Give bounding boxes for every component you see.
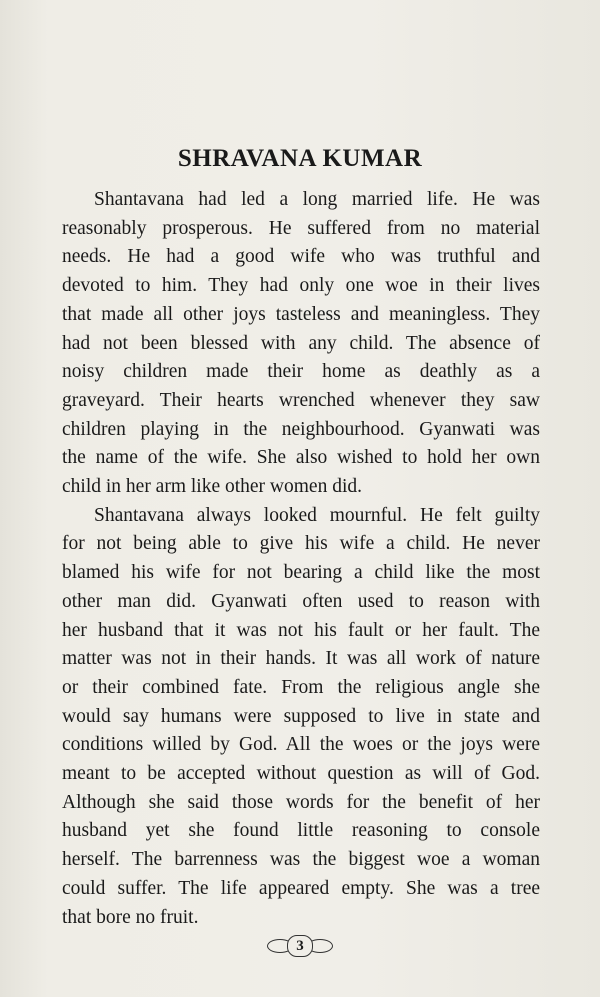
text-line: child in her arm like other women did.: [62, 476, 363, 498]
text-line: that made all other joys tasteless and meaningless. They: [62, 303, 540, 325]
text-line: devoted to him. They had only one woe in their lives: [62, 275, 540, 297]
text-line: husband yet she found little reasoning to console: [62, 820, 540, 842]
text-line: other man did. Gyanwati often used to reason with: [62, 590, 540, 612]
paragraph-2: [62, 502, 540, 933]
text-line: matter was not in their hands. It was all work of nature: [62, 648, 540, 670]
text-line: noisy children made their home as deathly as a: [62, 361, 540, 383]
paragraph-1: [62, 186, 540, 502]
text-line: would say humans were supposed to live in state and: [62, 705, 540, 727]
chapter-title: SHRAVANA KUMAR: [177, 145, 423, 172]
text-line: conditions willed by God. All the woes or the joys were: [62, 734, 540, 756]
text-line: meant to be accepted without question as will of God.: [62, 763, 540, 785]
text-line: herself. The barrenness was the biggest woe a woman: [62, 849, 540, 871]
text-line: reasonably prosperous. He suffered from no material: [62, 217, 540, 239]
page-number: 3: [287, 935, 313, 957]
page-number-ornament: [252, 935, 348, 957]
text-line: blamed his wife for not bearing a child like the most: [62, 562, 540, 584]
text-line: Shantavana had led a long married life. He was: [94, 189, 540, 210]
text-line: needs. He had a good wife who was truthful and: [62, 246, 540, 268]
text-line: that bore no fruit.: [62, 906, 199, 928]
text-line: or their combined fate. From the religious angle she: [62, 676, 540, 698]
text-line: for not being able to give his wife a child. He never: [62, 533, 540, 555]
text-line: had not been blessed with any child. The absence of: [62, 332, 540, 354]
body-text: [62, 186, 540, 932]
text-line: could suffer. The life appeared empty. She was a tree: [62, 877, 540, 899]
text-line: Shantavana always looked mournful. He felt guilty: [94, 504, 540, 526]
text-line: the name of the wife. She also wished to hold her own: [62, 447, 540, 469]
text-line: her husband that it was not his fault or her fault. The: [62, 619, 540, 641]
text-line: graveyard. Their hearts wrenched whenever they saw: [62, 389, 540, 411]
text-line: Although she said those words for the benefit of her: [62, 791, 540, 813]
text-line: children playing in the neighbourhood. Gyanwati was: [62, 418, 540, 440]
